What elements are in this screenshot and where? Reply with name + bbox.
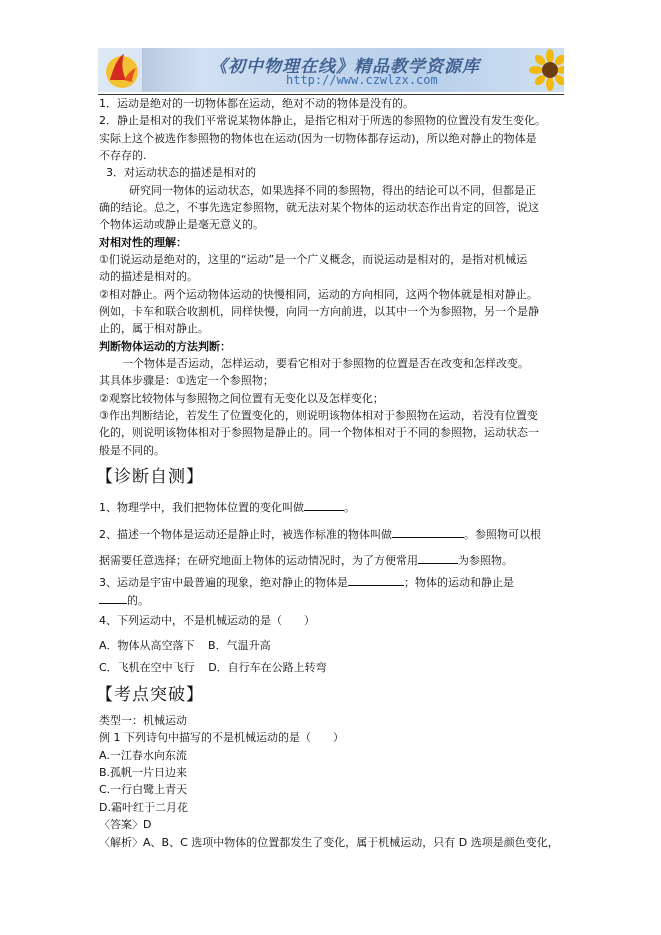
question-2-text2: 据需要任意选择；在研究地面上物体的运动情况时，为了方便常用 [99, 554, 418, 567]
site-logo-icon [102, 50, 142, 90]
text-line: 其具体步骤是：①选定一个参照物； [99, 374, 274, 387]
question-1-text: 1、物理学中，我们把物体位置的变化叫做 [99, 501, 304, 514]
text-line: ③作出判断结论，若发生了位置变化的，则说明该物体相对于参照物在运动，若没有位置变 [99, 409, 538, 422]
text-line: 个物体运动或静止是毫无意义的。 [99, 218, 264, 231]
text-line: 确的结论。总之，不事先选定参照物，就无法对某个物体的运动状态作出肯定的回答，说这 [99, 201, 539, 214]
banner-title: 《初中物理在线》精品教学资源库 [210, 57, 480, 77]
section-heading-diagnosis: 【诊断自测】 [96, 467, 204, 487]
question-2 [99, 526, 541, 542]
question-3-end: 的。 [127, 594, 149, 607]
answer-blank[interactable] [418, 552, 458, 564]
option-a-label: A．物体从高空落下 [99, 639, 195, 652]
example-option-b: B.孤帆一片日边来 [99, 766, 188, 779]
banner-url[interactable]: http://www.czwlzx.com [286, 73, 438, 87]
answer-line [99, 817, 151, 832]
text-line: 一个物体是否运动，怎样运动，要看它相对于参照物的位置是否在改变和怎样改变。 [122, 357, 529, 370]
text-line: 般是不同的。 [99, 444, 165, 457]
sunflower-icon [528, 48, 564, 92]
answer-value: D [143, 818, 152, 831]
text-line: 2．静止是相对的我们平常说某物体静止，是指它相对于所选的参照物的位置没有发生变化。 [99, 114, 546, 127]
question-2-end: 为参照物。 [458, 554, 513, 567]
option-c-label: C．飞机在空中飞行 [99, 661, 195, 674]
subheading-method: 判断物体运动的方法判断： [99, 340, 231, 353]
text-line: ②相对静止。两个运动物体运动的快慢相同，运动的方向相同，这两个物体就是相对静止。 [99, 288, 538, 301]
question-2-line2 [99, 552, 513, 568]
answer-blank[interactable] [392, 526, 464, 538]
question-3-cont: ；物体的运动和静止是 [404, 576, 514, 589]
answer-blank[interactable] [99, 592, 127, 604]
subheading-relativity: 对相对性的理解： [99, 236, 187, 249]
answer-blank[interactable] [348, 574, 404, 586]
text-line: 动的描述是相对的。 [99, 270, 198, 283]
question-2-text: 2、描述一个物体是运动还是静止时，被选作标准的物体叫做 [99, 528, 392, 541]
text-line: 不存存的. [99, 149, 147, 162]
text-line: ①们说运动是绝对的，这里的“运动”是一个广义概念，而说运动是相对的，是指对机械运 [99, 253, 528, 266]
option-d-label[interactable]: D．自行车在公路上转弯 [208, 661, 327, 674]
question-1-end: 。 [344, 501, 355, 514]
question-2-cont: 。参照物可以根 [464, 528, 541, 541]
banner-shade [142, 48, 202, 92]
section-heading-breakthrough: 【考点突破】 [96, 685, 204, 705]
text-line: 化的，则说明该物体相对于参照物是静止的。同一个物体相对于不同的参照物，运动状态一 [99, 426, 539, 439]
analysis-line: 〈解析〉A、B、C 选项中物体的位置都发生了变化，属于机械运动，只有 D 选项是颜色变化， [99, 836, 559, 849]
question-1 [99, 499, 355, 515]
question-3 [99, 574, 514, 590]
text-line: 3．对运动状态的描述是相对的 [106, 166, 256, 179]
text-line: 研究同一物体的运动状态，如果选择不同的参照物，得出的结论可以不同，但都是正 [129, 184, 536, 197]
option-a[interactable] [99, 638, 271, 653]
answer-blank[interactable] [304, 499, 344, 511]
text-line: 1．运动是绝对的一切物体都在运动，绝对不动的物体是没有的。 [99, 97, 414, 110]
example-option-d: D.霜叶红于二月花 [99, 801, 188, 814]
header-divider [98, 94, 564, 95]
question-4-stem: 4、下列运动中，不是机械运动的是（ ） [99, 614, 315, 627]
answer-label: 〈答案〉 [99, 818, 143, 831]
text-line: 实际上这个被选作参照物的物体也在运动(因为一切物体都存运动)，所以绝对静止的物体是 [99, 132, 537, 145]
text-line: ②观察比较物体与参照物之间位置有无变化以及怎样变化； [99, 392, 384, 405]
type-label: 类型一：机械运动 [99, 714, 187, 727]
question-3-text: 3、运动是宇宙中最普遍的现象，绝对静止的物体是 [99, 576, 348, 589]
example-option-c: C.一行白鹭上青天 [99, 783, 188, 796]
text-line: 例如，卡车和联合收割机，同样快慢，向同一方向前进，以其中一个为参照物，另一个是静 [99, 305, 539, 318]
text-line: 止的，属于相对静止。 [99, 322, 209, 335]
example-1: 例 1 下列诗句中描写的不是机械运动的是（ ） [99, 731, 344, 744]
example-option-a: A.一江春水向东流 [99, 749, 187, 762]
header-banner [98, 48, 564, 92]
question-3-line2 [99, 592, 149, 608]
option-c[interactable] [99, 660, 327, 675]
option-b-label[interactable]: B．气温升高 [208, 639, 271, 652]
